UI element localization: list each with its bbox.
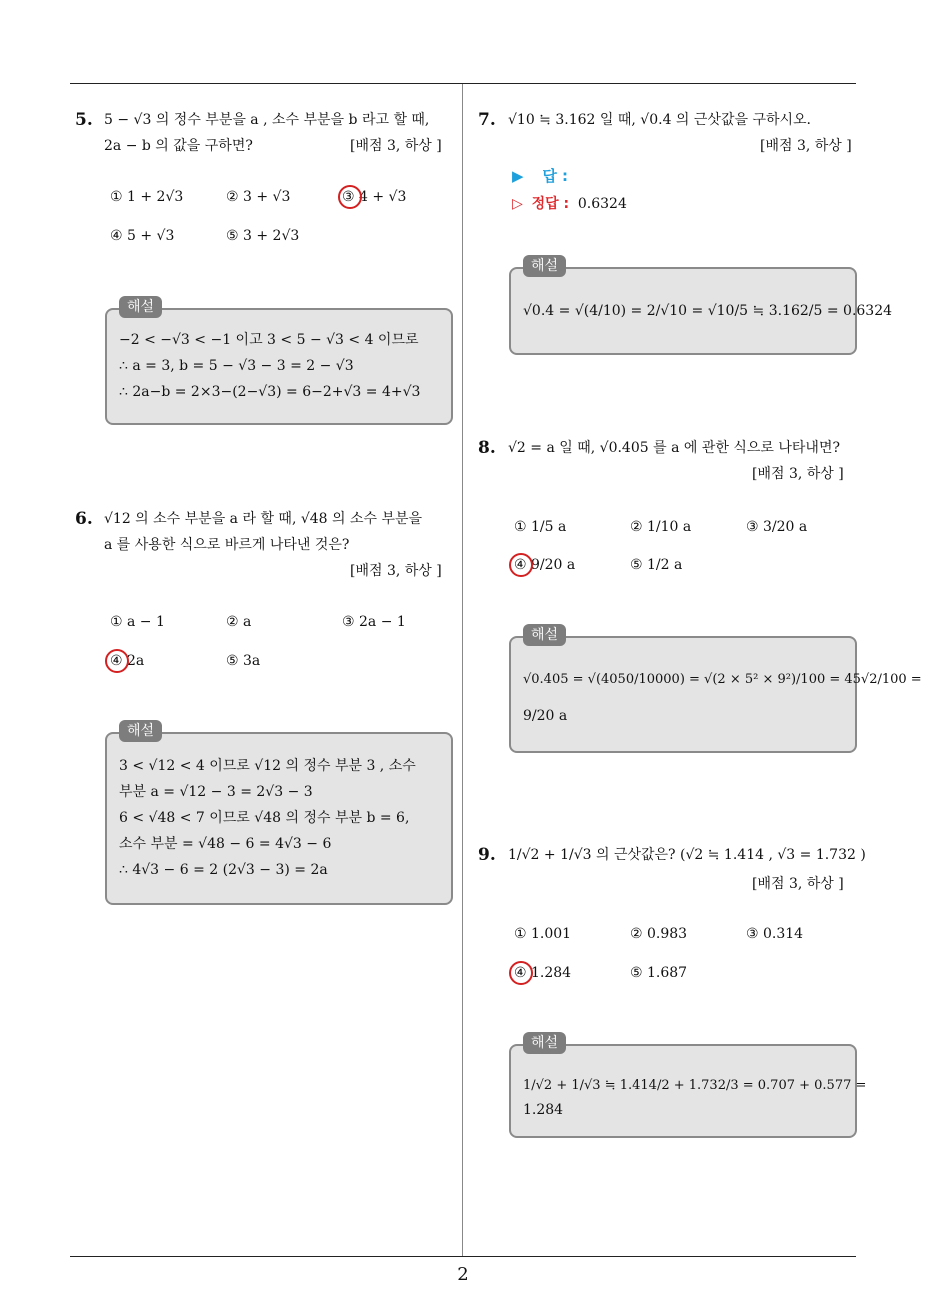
selected-answer-circle: [509, 961, 533, 985]
question-text-line2: a 를 사용한 식으로 바르게 나타낸 것은?: [104, 537, 350, 553]
correct-answer-value: 0.6324: [577, 196, 627, 212]
question-text-line1: 5 − √3 의 정수 부분을 a , 소수 부분을 b 라고 할 때,: [104, 112, 430, 128]
question-number: 5.: [75, 110, 93, 130]
solution-label: 해설: [119, 720, 162, 742]
score-label: [배점 3, 하상 ]: [350, 138, 442, 154]
option-5[interactable]: ⑤ 3a: [226, 653, 261, 669]
solution-label: 해설: [523, 1032, 566, 1054]
solution-line: −2 < −√3 < −1 이고 3 < 5 − √3 < 4 이므로: [119, 332, 419, 348]
score-label: [배점 3, 하상 ]: [752, 876, 844, 892]
solution-line: 3 < √12 < 4 이므로 √12 의 정수 부분 3 , 소수: [119, 758, 416, 774]
score-label: [배점 3, 하상 ]: [350, 563, 442, 579]
question-text-line1: √10 ≒ 3.162 일 때, √0.4 의 근삿값을 구하시오.: [508, 112, 811, 128]
solution-box: [509, 627, 922, 753]
solution-box: [509, 258, 893, 355]
option-2[interactable]: ② 3 + √3: [226, 189, 291, 205]
solution-line: 1/√2 + 1/√3 ≒ 1.414/2 + 1.732/3 = 0.707 + 0.577 =: [523, 1078, 867, 1093]
selected-answer-circle: [338, 185, 362, 209]
solution-label: 해설: [523, 624, 566, 646]
question-number: 6.: [75, 509, 93, 529]
question-text-line1: √12 의 소수 부분을 a 라 할 때, √48 의 소수 부분을: [104, 511, 423, 527]
answer-label: 답 :: [542, 167, 569, 185]
answer-row: [512, 166, 568, 186]
option-3[interactable]: ③ 2a − 1: [342, 614, 406, 630]
option-4[interactable]: ④ 5 + √3: [110, 228, 175, 244]
option-1[interactable]: ① 1 + 2√3: [110, 189, 184, 205]
solution-line: 1.284: [523, 1102, 564, 1118]
option-2[interactable]: ② 1/10 a: [630, 519, 692, 535]
solution-box: [105, 299, 453, 425]
score-label: [배점 3, 하상 ]: [760, 138, 852, 154]
solution-line: ∴ a = 3, b = 5 − √3 − 3 = 2 − √3: [119, 358, 354, 374]
question-text-line1: 1/√2 + 1/√3 의 근삿값은? (√2 ≒ 1.414 , √3 = 1.732 ): [508, 847, 866, 863]
correct-marker-icon: ▷: [512, 196, 523, 212]
option-2[interactable]: ② a: [226, 614, 252, 630]
question-number: 8.: [478, 438, 496, 458]
option-3[interactable]: ③ 0.314: [746, 926, 804, 942]
top-rule: [70, 83, 856, 84]
column-divider: [462, 84, 463, 1256]
solution-box: [509, 1035, 867, 1138]
option-3[interactable]: ③ 3/20 a: [746, 519, 808, 535]
correct-answer-label: 정답 :: [531, 196, 570, 212]
option-2[interactable]: ② 0.983: [630, 926, 688, 942]
selected-answer-circle: [105, 649, 129, 673]
solution-line: √0.405 = √(4050/10000) = √(2 × 5² × 9²)/100 = 45√2/100 =: [523, 672, 922, 687]
question-number: 9.: [478, 845, 496, 865]
solution-line: √0.4 = √(4/10) = 2/√10 = √10/5 ≒ 3.162/5 = 0.6324: [523, 303, 893, 319]
solution-line: 소수 부분 = √48 − 6 = 4√3 − 6: [119, 836, 332, 852]
option-5[interactable]: ⑤ 3 + 2√3: [226, 228, 300, 244]
option-5[interactable]: ⑤ 1.687: [630, 965, 688, 981]
page-number: 2: [457, 1264, 469, 1285]
solution-label: 해설: [523, 255, 566, 277]
question-text-line2: 2a − b 의 값을 구하면?: [104, 138, 253, 154]
solution-line: 부분 a = √12 − 3 = 2√3 − 3: [119, 784, 313, 800]
option-4[interactable]: ④ 2a: [110, 653, 145, 669]
bottom-rule: [70, 1256, 856, 1257]
question-text-line1: √2 = a 일 때, √0.405 를 a 에 관한 식으로 나타내면?: [508, 440, 840, 456]
option-1[interactable]: ① 1/5 a: [514, 519, 567, 535]
answer-marker-icon: ▶: [512, 167, 524, 185]
selected-answer-circle: [509, 553, 533, 577]
score-label: [배점 3, 하상 ]: [752, 466, 844, 482]
question-number: 7.: [478, 110, 496, 130]
option-4[interactable]: ④ 1.284: [514, 965, 572, 981]
option-1[interactable]: ① a − 1: [110, 614, 165, 630]
solution-line: ∴ 2a−b = 2×3−(2−√3) = 6−2+√3 = 4+√3: [119, 384, 421, 400]
option-4[interactable]: ④ 9/20 a: [514, 557, 576, 573]
solution-box: [105, 723, 453, 905]
solution-label: 해설: [119, 296, 162, 318]
option-3[interactable]: ③ 4 + √3: [342, 189, 407, 205]
solution-line: 9/20 a: [523, 708, 568, 724]
solution-line: 6 < √48 < 7 이므로 √48 의 정수 부분 b = 6,: [119, 810, 410, 826]
correct-answer-row: [512, 193, 627, 214]
option-1[interactable]: ① 1.001: [514, 926, 572, 942]
option-5[interactable]: ⑤ 1/2 a: [630, 557, 683, 573]
solution-line: ∴ 4√3 − 6 = 2 (2√3 − 3) = 2a: [119, 862, 328, 878]
